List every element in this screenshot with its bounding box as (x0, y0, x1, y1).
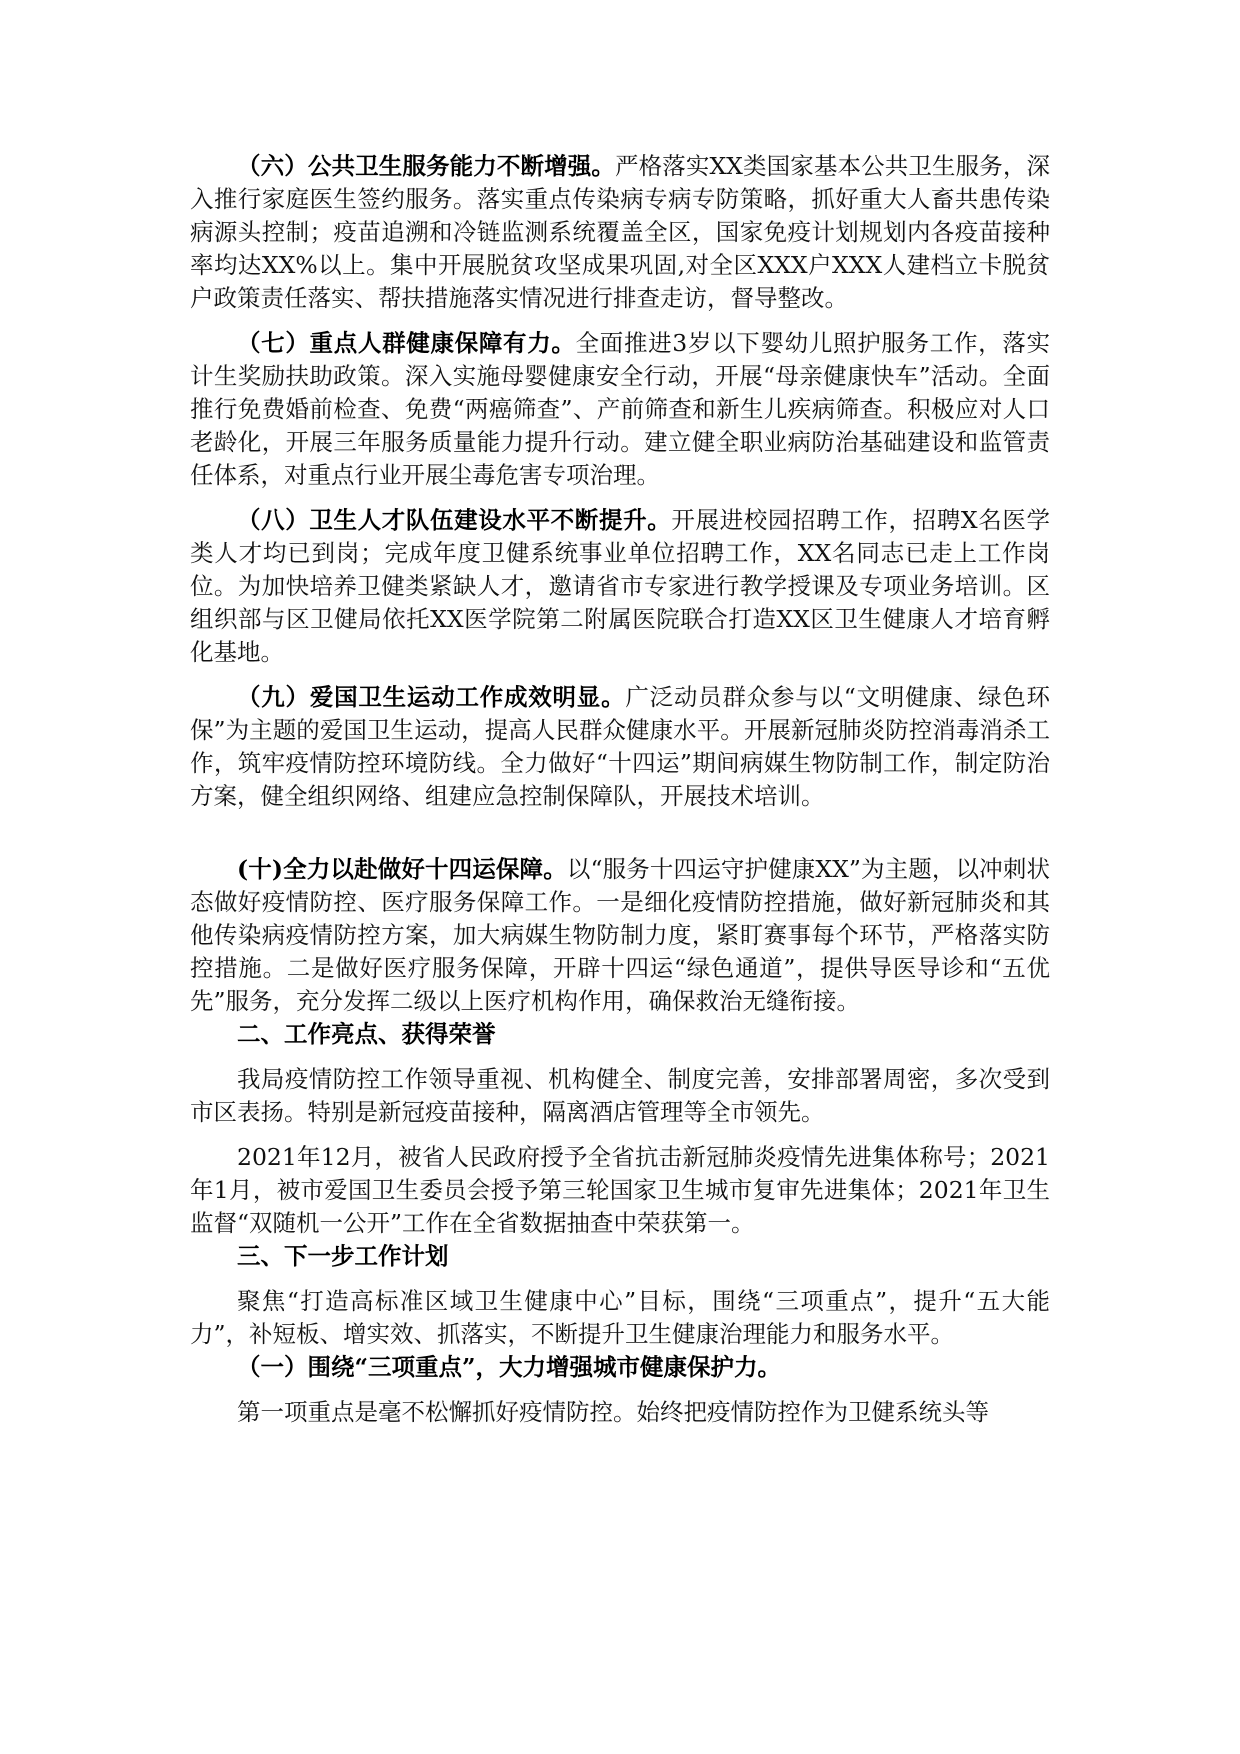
section-eight-body: 开展进校园招聘工作，招聘X名医学类人才均已到岗；完成年度卫健系统事业单位招聘工作，XX名同志已走上工作岗位。为加快培养卫健类紧缺人才，邀请省市专家进行教学授课及专项业务培训。区组织部与区卫健局依托XX医学院第二附属医院联合打造XX区卫生健康人才培育孵化基地。 (190, 506, 1050, 666)
section-seven-body: 全面推进3岁以下婴幼儿照护服务工作，落实计生奖励扶助政策。深入实施母婴健康安全行动，开展“母亲健康快车”活动。全面推行免费婚前检查、免费“两癌筛查”、产前筛查和新生儿疾病筛查。积极应对人口老龄化，开展三年服务质量能力提升行动。建立健全职业病防治基础建设和监管责任体系，对重点行业开展尘毒危害专项治理。 (190, 329, 1051, 489)
section-eight-lead: （八）卫生人才队伍建设水平不断提升。 (237, 506, 672, 534)
section-six-paragraph (190, 150, 1050, 315)
section-eight-paragraph (190, 504, 1050, 669)
section-ten-paragraph (190, 853, 1050, 1018)
plan-sub-heading: （一）围绕“三项重点”，大力增强城市健康保护力。 (237, 1353, 782, 1381)
honors-intro-paragraph: 我局疫情防控工作领导重视、机构健全、制度完善，安排部署周密，多次受到市区表扬。特别是新冠疫苗接种，隔离酒店管理等全市领先。 (190, 1065, 1050, 1126)
document-body (190, 150, 1050, 1429)
heading-next-plan: 三、下一步工作计划 (237, 1242, 449, 1270)
honors-list-paragraph: 2021年12月，被省人民政府授予全省抗击新冠肺炎疫情先进集体称号；2021年1月，被市爱国卫生委员会授予第三轮国家卫生城市复审先进集体；2021年卫生监督“双随机一公开”工作在全省数据抽查中荣获第一。 (190, 1143, 1050, 1237)
section-seven-lead: （七）重点人群健康保障有力。 (237, 329, 576, 357)
section-ten-body: 以“服务十四运守护健康XX”为主题，以冲刺状态做好疫情防控、医疗服务保障工作。一是细化疫情防控措施，做好新冠肺炎和其他传染病疫情防控方案，加大病媒生物防制力度，紧盯赛事每个环节，严格落实防控措施。二是做好医疗服务保障，开辟十四运“绿色通道”，提供导医导诊和“五优先”服务，充分发挥二级以上医疗机构作用，确保救治无缝衔接。 (190, 855, 1050, 1015)
section-seven-paragraph (190, 327, 1050, 492)
plan-intro-paragraph: 聚焦“打造高标准区域卫生健康中心”目标，围绕“三项重点”，提升“五大能力”，补短板、增实效、抓落实，不断提升卫生健康治理能力和服务水平。 (190, 1287, 1050, 1348)
section-nine-lead: （九）爱国卫生运动工作成效明显。 (237, 683, 626, 711)
section-ten-lead: (十)全力以赴做好十四运保障。 (237, 855, 567, 883)
section-six-lead: （六）公共卫生服务能力不断增强。 (237, 152, 615, 180)
heading-highlights-honors: 二、工作亮点、获得荣誉 (237, 1020, 496, 1048)
section-nine-paragraph (190, 681, 1050, 813)
plan-first-point-paragraph: 第一项重点是毫不松懈抓好疫情防控。始终把疫情防控作为卫健系统头等 (237, 1398, 989, 1426)
section-six-body: 严格落实XX类国家基本公共卫生服务，深入推行家庭医生签约服务。落实重点传染病专病专防策略，抓好重大人畜共患传染病源头控制；疫苗追溯和冷链监测系统覆盖全区，国家免疫计划规划内各疫苗接种率均达XX%以上。集中开展脱贫攻坚成果巩固,对全区XXX户XXX人建档立卡脱贫户政策责任落实、帮扶措施落实情况进行排查走访，督导整改。 (190, 152, 1051, 312)
section-nine-body: 广泛动员群众参与以“文明健康、绿色环保”为主题的爱国卫生运动，提高人民群众健康水平。开展新冠肺炎防控消毒消杀工作，筑牢疫情防控环境防线。全力做好“十四运”期间病媒生物防制工作，制定防治方案，健全组织网络、组建应急控制保障队，开展技术培训。 (190, 683, 1051, 810)
